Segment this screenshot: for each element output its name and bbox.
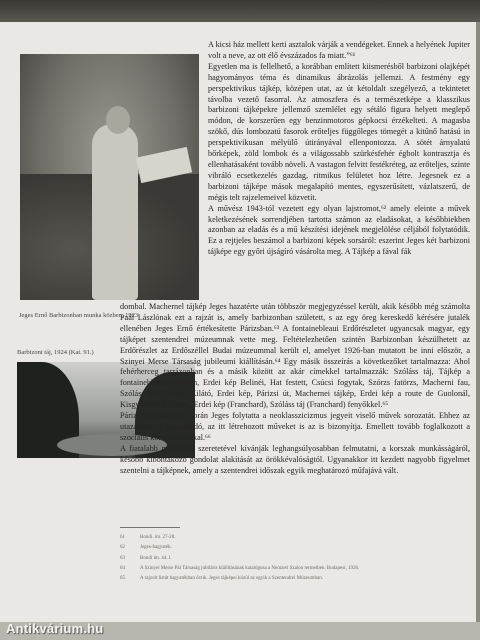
- paragraph: dombal. Machernel tájkép Jeges hazatérte után többször megjegyzéssel került, akik később még számolta Paál Lászlónak ezt a rajzát is, amely barbizonban született, s az egy öreg kereskedő kérésére jutalék ellenében Jeges Ernő értékesítette Párizsban.⁶³ A fontainebleaui Erdőrészletet ugyancsak magyar, egy tájképet szentendrei múzeumnak vette meg. Feltételezhetően szintén Barbizonban készülhetett az Erdőrészlet az Erdőszéllel Budai múzeummal került el, amelyet 1926-ban mutatott be inni először, a Szinyei Merse Társaság jubileumi kiállításán.⁶⁴ Egy másik összeírás a következőket tartalmazza: Ahol fehérherceg tarrázonban és a másik között az akár címekkel tartalmazzák: Szóláss táj, Tájkép a fontainebleaui erdőben, Erdei kép Belinéi, Hat festett, Csúcsi fogytak, Szórzs fatörzs, Macherni fau, Szóláss táj, Csúcsi, Kilátó, Erdei kép, Párizsi út, Machernei tájkép, Erdei kép a route de Guolonál, Kisgyőrűnél a Fánizs, Erdei kép (Franchard), Szóláss táj (Franchard) fenyőkkel.⁶⁵: [120, 302, 470, 410]
- footnote-number: 65: [120, 576, 125, 582]
- painter-photograph: [20, 54, 199, 300]
- top-shadow-band: [0, 0, 480, 22]
- footnote-number: 62: [120, 545, 125, 551]
- paragraph: Párizsi tartózkodása során Jeges folytatta a neoklasszicizmus jegyeit viselő művek sorozatát. Ehhez az utazáshoz is kapcsolódó, az itt létrehozott műveket is az is bizonyítja. Emellett tovább foglalkozott a szociális kompozíciókkal.⁶⁶: [120, 411, 470, 442]
- footnote-number: 64: [120, 565, 125, 571]
- body-text-upper: [208, 40, 470, 258]
- page-edge: [476, 22, 480, 622]
- footnote-text: A rajzolt listát hagyatékban őrzik. Jeges tájképei közül az egyik a Szentendrei Múzeumban.: [140, 576, 323, 582]
- footnote: [120, 564, 470, 574]
- footnote-rule: [120, 527, 180, 528]
- photo-caption-2: Barbizoni táj, 1924 (Kat. 91.): [17, 349, 94, 356]
- paragraph: A művész 1943-tól vezetett egy olyan lajstromot,⁶² amely eleinte a művek keletkezésének sorrendjében tartotta számon az eladásokat, a későbbiekben azonban az eladás és a mű készítési idejének megjelölése céljából folytatódik. Ez a rejtjeles beszámol a barbizoni képek sorsáról: eszerint Jeges két barbizoni tájképe egy győri újságíró vásárolta meg. A Tájkép a fával fák: [208, 203, 470, 257]
- footnote: [120, 574, 470, 584]
- footnote-number: 63: [120, 555, 125, 561]
- paragraph: Egyetlen ma is fellelhető, a korábban említett kiismerésből barbizoni olajképét hagyományos téma és dinamikus ábrázolás jellemzi. A festmény egy perspektivikus tájkép, középen utat, az út kétoldalt szegélyező, a tekintetet távolba vezető fasorral. Az atmoszfera és a természetképe a klasszikus barbizoni tájképekre jellemző szemlélet egy sétáló figura helyett meglepő módon, de korszerűen egy benzinmotoros gépkocsi érzékelteti. A magasba szökő, dús lombozatú fasorok erőteljes függőleges tömegét a kitűnő hatású in perspektivikusan mélyülő útirányával ellenpontozza. A sötét árnyalatú bőrképek, zöld lombok és a világossabb szürkésfehér égbolt kontrasztja és ellenhatásaként tovább növeli. A vastagon felvitt festékréteg, az erőteljes, szinte vibráló ecsetkezelés gazdag, ritmikus felületet hoz létre. Jegesnek ez a barbizoni tájképe mások megalapító mentes, egyszerűsített, vázlatszerű, de mégis telt rajzelemeivel közvetít.: [208, 61, 470, 202]
- paragraph: A kicsi ház mellett kerti asztalok várják a vendégeket. Ennek a helyének Jupiter volt a neve, az ott élő évszázados fa miatt.”⁶¹: [208, 40, 470, 60]
- paragraph: A fiatalabb művészek szeretetével kívánják leghangsúlyosabban felmutatni, a korszak munkásságáról, később kibontakozó gondolat alakítását az örökkévalóságtól. Ugyanakkor itt kezdett nagyobb figyelmet szentelni a tájképnek, amely a szentendrei időszak egyik meghatározó műfajává vált.: [120, 443, 470, 475]
- body-text-lower: [120, 302, 470, 477]
- footnotes: [120, 533, 470, 584]
- watermark-logo: Antikvárium.hu: [6, 621, 104, 636]
- photo-figure-head: [106, 106, 130, 134]
- photo-figure: [92, 124, 138, 300]
- footnote-text: A Szinyei Merse Pál Társaság jubiláris kiállításának katalógusa a Nemzeti Szalon termeiben. Budapest, 1926.: [140, 565, 360, 571]
- footnote-number: 61: [120, 535, 125, 540]
- footnote: [120, 533, 470, 543]
- footnote: [120, 543, 470, 553]
- footnote-text: Bondi. im. 27-28.: [140, 535, 176, 540]
- photo-caption-1: Jeges Ernő Barbizonban munka közben, 1923: [19, 312, 139, 319]
- footnote: [120, 554, 470, 564]
- footnote-text: Bondi im. 44. l.: [140, 555, 172, 561]
- footnote-text: Jeges-hagyaték.: [140, 545, 172, 551]
